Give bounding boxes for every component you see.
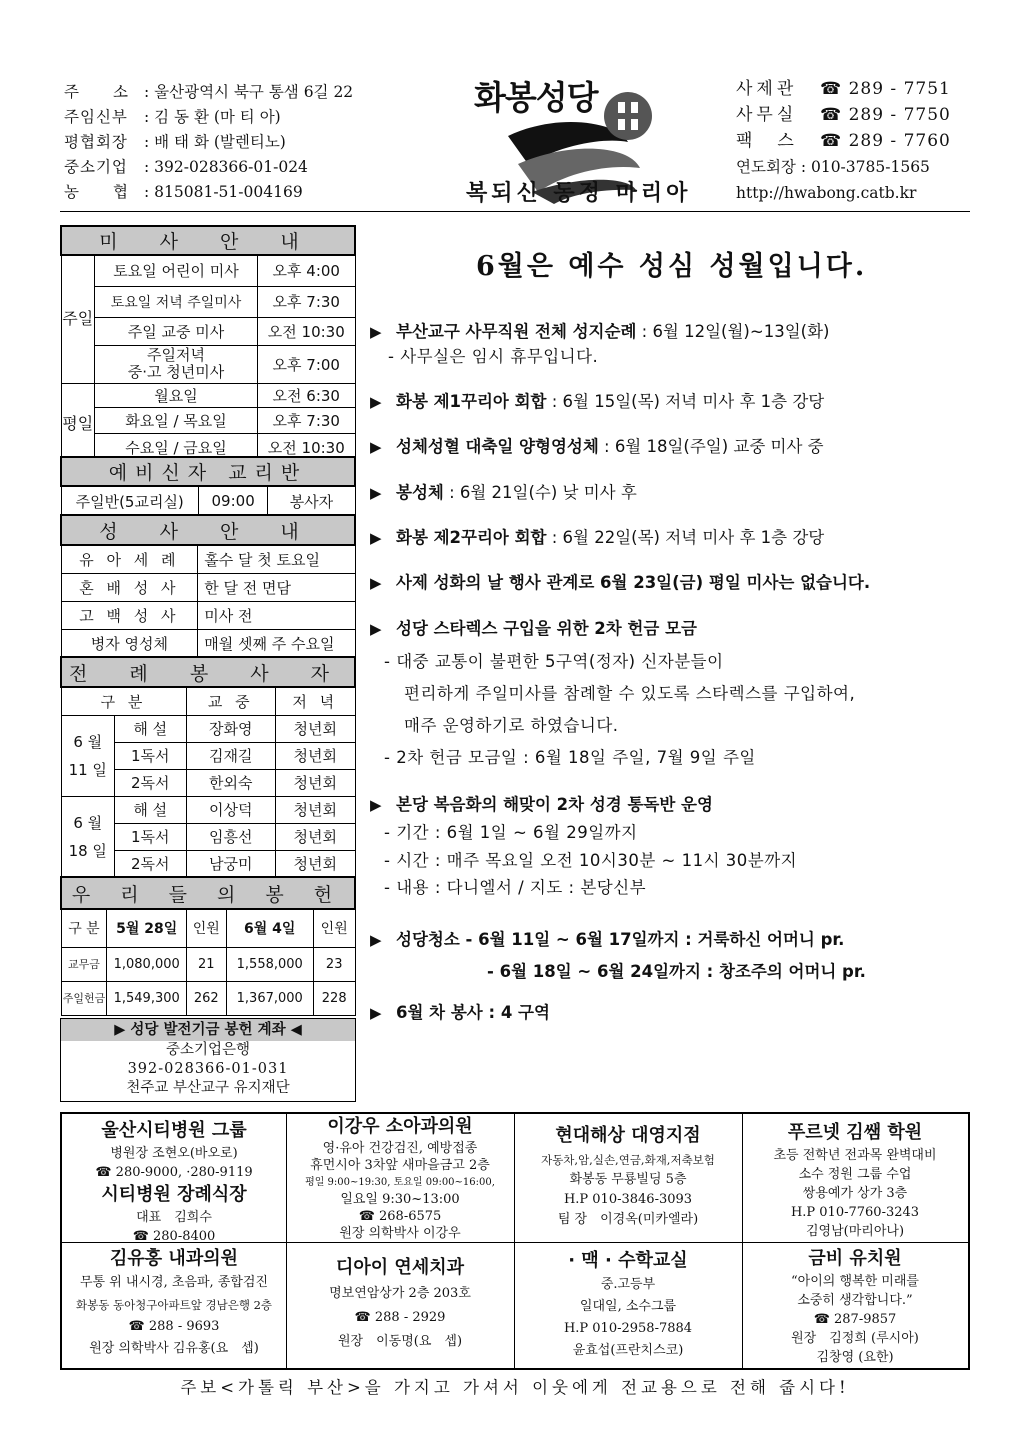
info-label: 중소기업 [64,158,128,176]
mass-name: 수요일 / 금요일 [94,433,257,461]
fund-bank: 중소기업은행 [165,1042,251,1058]
liturgy-person: 청년회 [275,850,355,877]
sunday-label: 주일 [61,255,94,383]
address: : 울산광역시 북구 통샘 6길 22 [144,83,354,101]
logo-title: 화봉성당 [474,78,598,117]
mass-schedule-heading: 미 사 안 내 [61,226,355,255]
liturgy-person: 임흥선 [186,823,275,850]
liturgy-person: 장화영 [186,715,275,742]
notice-sub: - 대중 교통이 불편한 5구역(정자) 신자분들이 [384,652,724,671]
notice-sub: - 시간 : 매주 목요일 오전 10시30분 ~ 11시 30분까지 [384,851,798,870]
liturgy-role: 1독서 [115,742,187,769]
church-logo [468,72,698,212]
mass-schedule-table [60,225,356,462]
info-label: 주 소 [64,83,129,101]
liturgy-table [60,656,356,878]
ad-academy: 푸르넷 김쌤 학원 초등 전학년 전과목 완벽대비 소수 정원 그룹 수업 쌍용예가 상가 3층 H.P 010-7760-3243 김영남(마리아나) [773,1122,937,1239]
pastor: : 김 동 환 (마 티 아) [144,108,281,126]
memorial-president: 연도회장 : 010-3785-1565 [736,158,930,176]
info-label: 농 협 [64,183,129,201]
notice-item: ▶ 봉성체 : 6월 21일(수) 낮 미사 후 [370,483,637,502]
notice-item: ▶ 성당청소 - 6월 11일 ~ 6월 17일까지 : 거룩하신 어머니 pr. [370,930,845,949]
liturgy-role: 해 설 [115,796,187,823]
liturgy-person: 남궁미 [186,850,275,877]
contact-label: 사제관 [736,79,798,99]
logo-subtitle: 복되신 동정 마리아 [466,180,692,206]
fund-title: ▶ 성당 발전기금 봉헌 계좌 ◀ [61,1019,355,1041]
offering-amount: 1,367,000 [226,981,313,1015]
contact-label: 사무실 [736,105,798,125]
notice-item: ▶ 사제 성화의 날 행사 관계로 6월 23일(금) 평일 미사는 없습니다. [370,573,871,592]
notice-item: ▶ 본당 복음화의 해맞이 2차 성경 통독반 운영 [370,795,713,814]
mass-time: 오전 10:30 [258,317,355,345]
offering-col-header: 5월 28일 [107,909,187,947]
ad-math-class: · 맥 · 수학교실 중.고등부 일대일, 소수그룹 H.P 010-2958-7884 윤효섭(프란치스코) [563,1250,693,1358]
mass-time: 오전 10:30 [258,433,355,461]
mass-time: 오후 7:30 [258,286,355,317]
ad-kindergarten: 금비 유치원 “아이의 행복한 미래를 소중히 생각합니다.” ☎ 287-9857 원장 김정희 (루시아) 김창영 (요한) [791,1248,919,1365]
offering-heading: 우 리 들 의 봉 헌 [61,877,355,909]
liturgy-person: 이상덕 [186,796,275,823]
notice-item: ▶ 성당 스타렉스 구입을 위한 2차 헌금 모금 [370,619,697,638]
offering-count: 23 [313,947,355,981]
liturgy-role: 해 설 [115,715,187,742]
footer-message: 주보<가톨릭 부산>을 가지고 가셔서 이웃에게 전교용으로 전해 줍시다! [180,1378,850,1397]
catechumen-heading: 예비신자 교리반 [61,457,355,486]
office-phone: ☎ 289 - 7750 [820,105,951,125]
sacrament-name: 유 아 세 례 [61,545,198,573]
mass-time: 오전 6:30 [258,383,355,407]
mass-time: 오후 7:00 [258,345,355,383]
offering-amount: 1,080,000 [107,947,187,981]
offering-col-header: 구 분 [61,909,107,947]
liturgy-person: 청년회 [275,796,355,823]
liturgy-date: 6 월 11 일 [61,715,115,796]
notice-sub: - 6월 18일 ~ 6월 24일까지 : 창조주의 어머니 pr. [487,962,866,981]
mass-name: 토요일 어린이 미사 [94,255,257,286]
liturgy-person: 청년회 [275,823,355,850]
ads-section [60,1112,970,1370]
notice-sub: 매주 운영하기로 하였습니다. [404,716,619,735]
sacrament-table [60,514,356,658]
sacrament-info: 홀수 달 첫 토요일 [198,545,355,573]
notice-sub: 편리하게 주일미사를 참례할 수 있도록 스타렉스를 구입하여, [404,684,856,703]
liturgy-person: 청년회 [275,715,355,742]
mass-name: 월요일 [94,383,257,407]
notice-item: ▶ 부산교구 사무직원 전체 성지순례 : 6월 12일(월)~13일(화) [370,322,830,341]
liturgy-role: 1독서 [115,823,187,850]
sacrament-info: 한 달 전 면담 [198,573,355,601]
offering-count: 228 [313,981,355,1015]
liturgy-col-header: 교 중 [186,687,275,715]
fund-owner: 천주교 부산교구 유지재단 [126,1080,290,1096]
sacrament-heading: 성 사 안 내 [61,515,355,545]
notice-sub: - 사무실은 임시 휴무입니다. [388,347,599,366]
liturgy-heading: 전 례 봉 사 자 [61,657,355,687]
class-teacher: 봉사자 [268,486,355,516]
mass-name: 주일저녁 중·고 청년미사 [94,345,257,383]
offering-col-header: 6월 4일 [226,909,313,947]
sacrament-name: 병자 영성체 [61,629,198,657]
ad-pediatric-clinic: 이강우 소아과의원 영·유아 건강검진, 예방접종 휴먼시아 3차앞 새마을금고 2층 평일 9:00~19:30, 토요일 09:00~16:00, 일요일 9:30~13:00 ☎ 268-6575 원장 의학박사 이강우 [305,1116,495,1241]
mass-time: 오후 7:30 [258,407,355,433]
mass-name: 주일 교중 미사 [94,317,257,345]
header-info [64,80,353,205]
sacrament-info: 매월 셋째 주 수요일 [198,629,355,657]
offering-amount: 1,549,300 [107,981,187,1015]
fax-number: ☎ 289 - 7760 [820,131,951,151]
liturgy-col-header: 저 녁 [275,687,355,715]
liturgy-date: 6 월 18 일 [61,796,115,877]
page-title: 6월은 예수 성심 성월입니다. [476,251,868,282]
offering-type: 주일헌금 [61,981,107,1015]
sacrament-name: 혼 배 성 사 [61,573,198,601]
notice-sub: - 2차 헌금 모금일 : 6월 18일 주일, 7월 9일 주일 [384,748,756,767]
liturgy-role: 2독서 [115,769,187,796]
fund-account: 392-028366-01-031 [127,1061,289,1077]
offering-count: 262 [186,981,226,1015]
info-label: 주임신부 [64,108,128,126]
offering-count: 21 [186,947,226,981]
class-name: 주일반(5교리실) [61,486,198,516]
contact-label: 팩 스 [736,131,798,151]
ad-internal-medicine: 김유홍 내과의원 무통 위 내시경, 초음파, 종합검진 화봉동 동아청구아파트앞 경남은행 2층 ☎ 288 - 9693 원장 의학박사 김유홍(요 셉) [75,1248,273,1356]
info-label: 평협회장 [64,133,128,151]
notice-item: ▶ 6월 차 봉사 : 4 구역 [370,1003,550,1022]
offering-type: 교무금 [61,947,107,981]
class-time: 09:00 [198,486,267,516]
ad-insurance: 현대해상 대영지점 자동차,암,실손,연금,화재,저축보험 화봉동 무룡빌딩 5층 H.P 010-3846-3093 팀 장 이경옥(미카엘라) [541,1125,715,1227]
offering-amount: 1,558,000 [226,947,313,981]
liturgy-person: 김재길 [186,742,275,769]
notice-sub: - 내용 : 다니엘서 / 지도 : 본당신부 [384,878,647,897]
notice-item: ▶ 화봉 제1꾸리아 회합 : 6월 15일(목) 저녁 미사 후 1층 강당 [370,392,825,411]
mass-time: 오후 4:00 [258,255,355,286]
notice-item: ▶ 성체성혈 대축일 양형영성체 : 6월 18일(주일) 교중 미사 중 [370,437,824,456]
council-president: : 배 태 화 (발렌티노) [144,133,286,151]
liturgy-person: 청년회 [275,742,355,769]
notice-item: ▶ 화봉 제2꾸리아 회합 : 6월 22일(목) 저녁 미사 후 1층 강당 [370,528,825,547]
notice-sub: - 기간 : 6월 1일 ~ 6월 29일까지 [384,823,638,842]
mass-name: 화요일 / 목요일 [94,407,257,433]
sacrament-info: 미사 전 [198,601,355,629]
sacrament-name: 고 백 성 사 [61,601,198,629]
offering-col-header: 인원 [186,909,226,947]
offering-col-header: 인원 [313,909,355,947]
mass-name: 토요일 저녁 주일미사 [94,286,257,317]
weekday-label: 평일 [61,383,94,461]
header-divider [60,211,970,212]
fund-box [60,1018,356,1102]
bank-account-ibk: : 392-028366-01-024 [144,158,308,176]
website-link[interactable]: http://hwabong.catb.kr [736,184,917,202]
bank-account-nh: : 815081-51-004169 [144,183,303,201]
ad-dental: 디아이 연세치과 명보연암상가 2층 203호 ☎ 288 - 2929 원장 이동명(요 셉) [329,1257,471,1349]
rectory-phone: ☎ 289 - 7751 [820,79,951,99]
ad-city-hospital: 울산시티병원 그룹 병원장 조현오(바오로) ☎ 280-9000, ·280-9119 시티병원 장례식장 대표 김희수 ☎ 280-8400 [95,1120,253,1244]
liturgy-person: 청년회 [275,769,355,796]
header-contacts [736,76,951,206]
liturgy-person: 한외숙 [186,769,275,796]
liturgy-role: 2독서 [115,850,187,877]
liturgy-col-header: 구 분 [61,687,186,715]
offering-table [60,876,356,1016]
catechumen-table [60,456,356,517]
